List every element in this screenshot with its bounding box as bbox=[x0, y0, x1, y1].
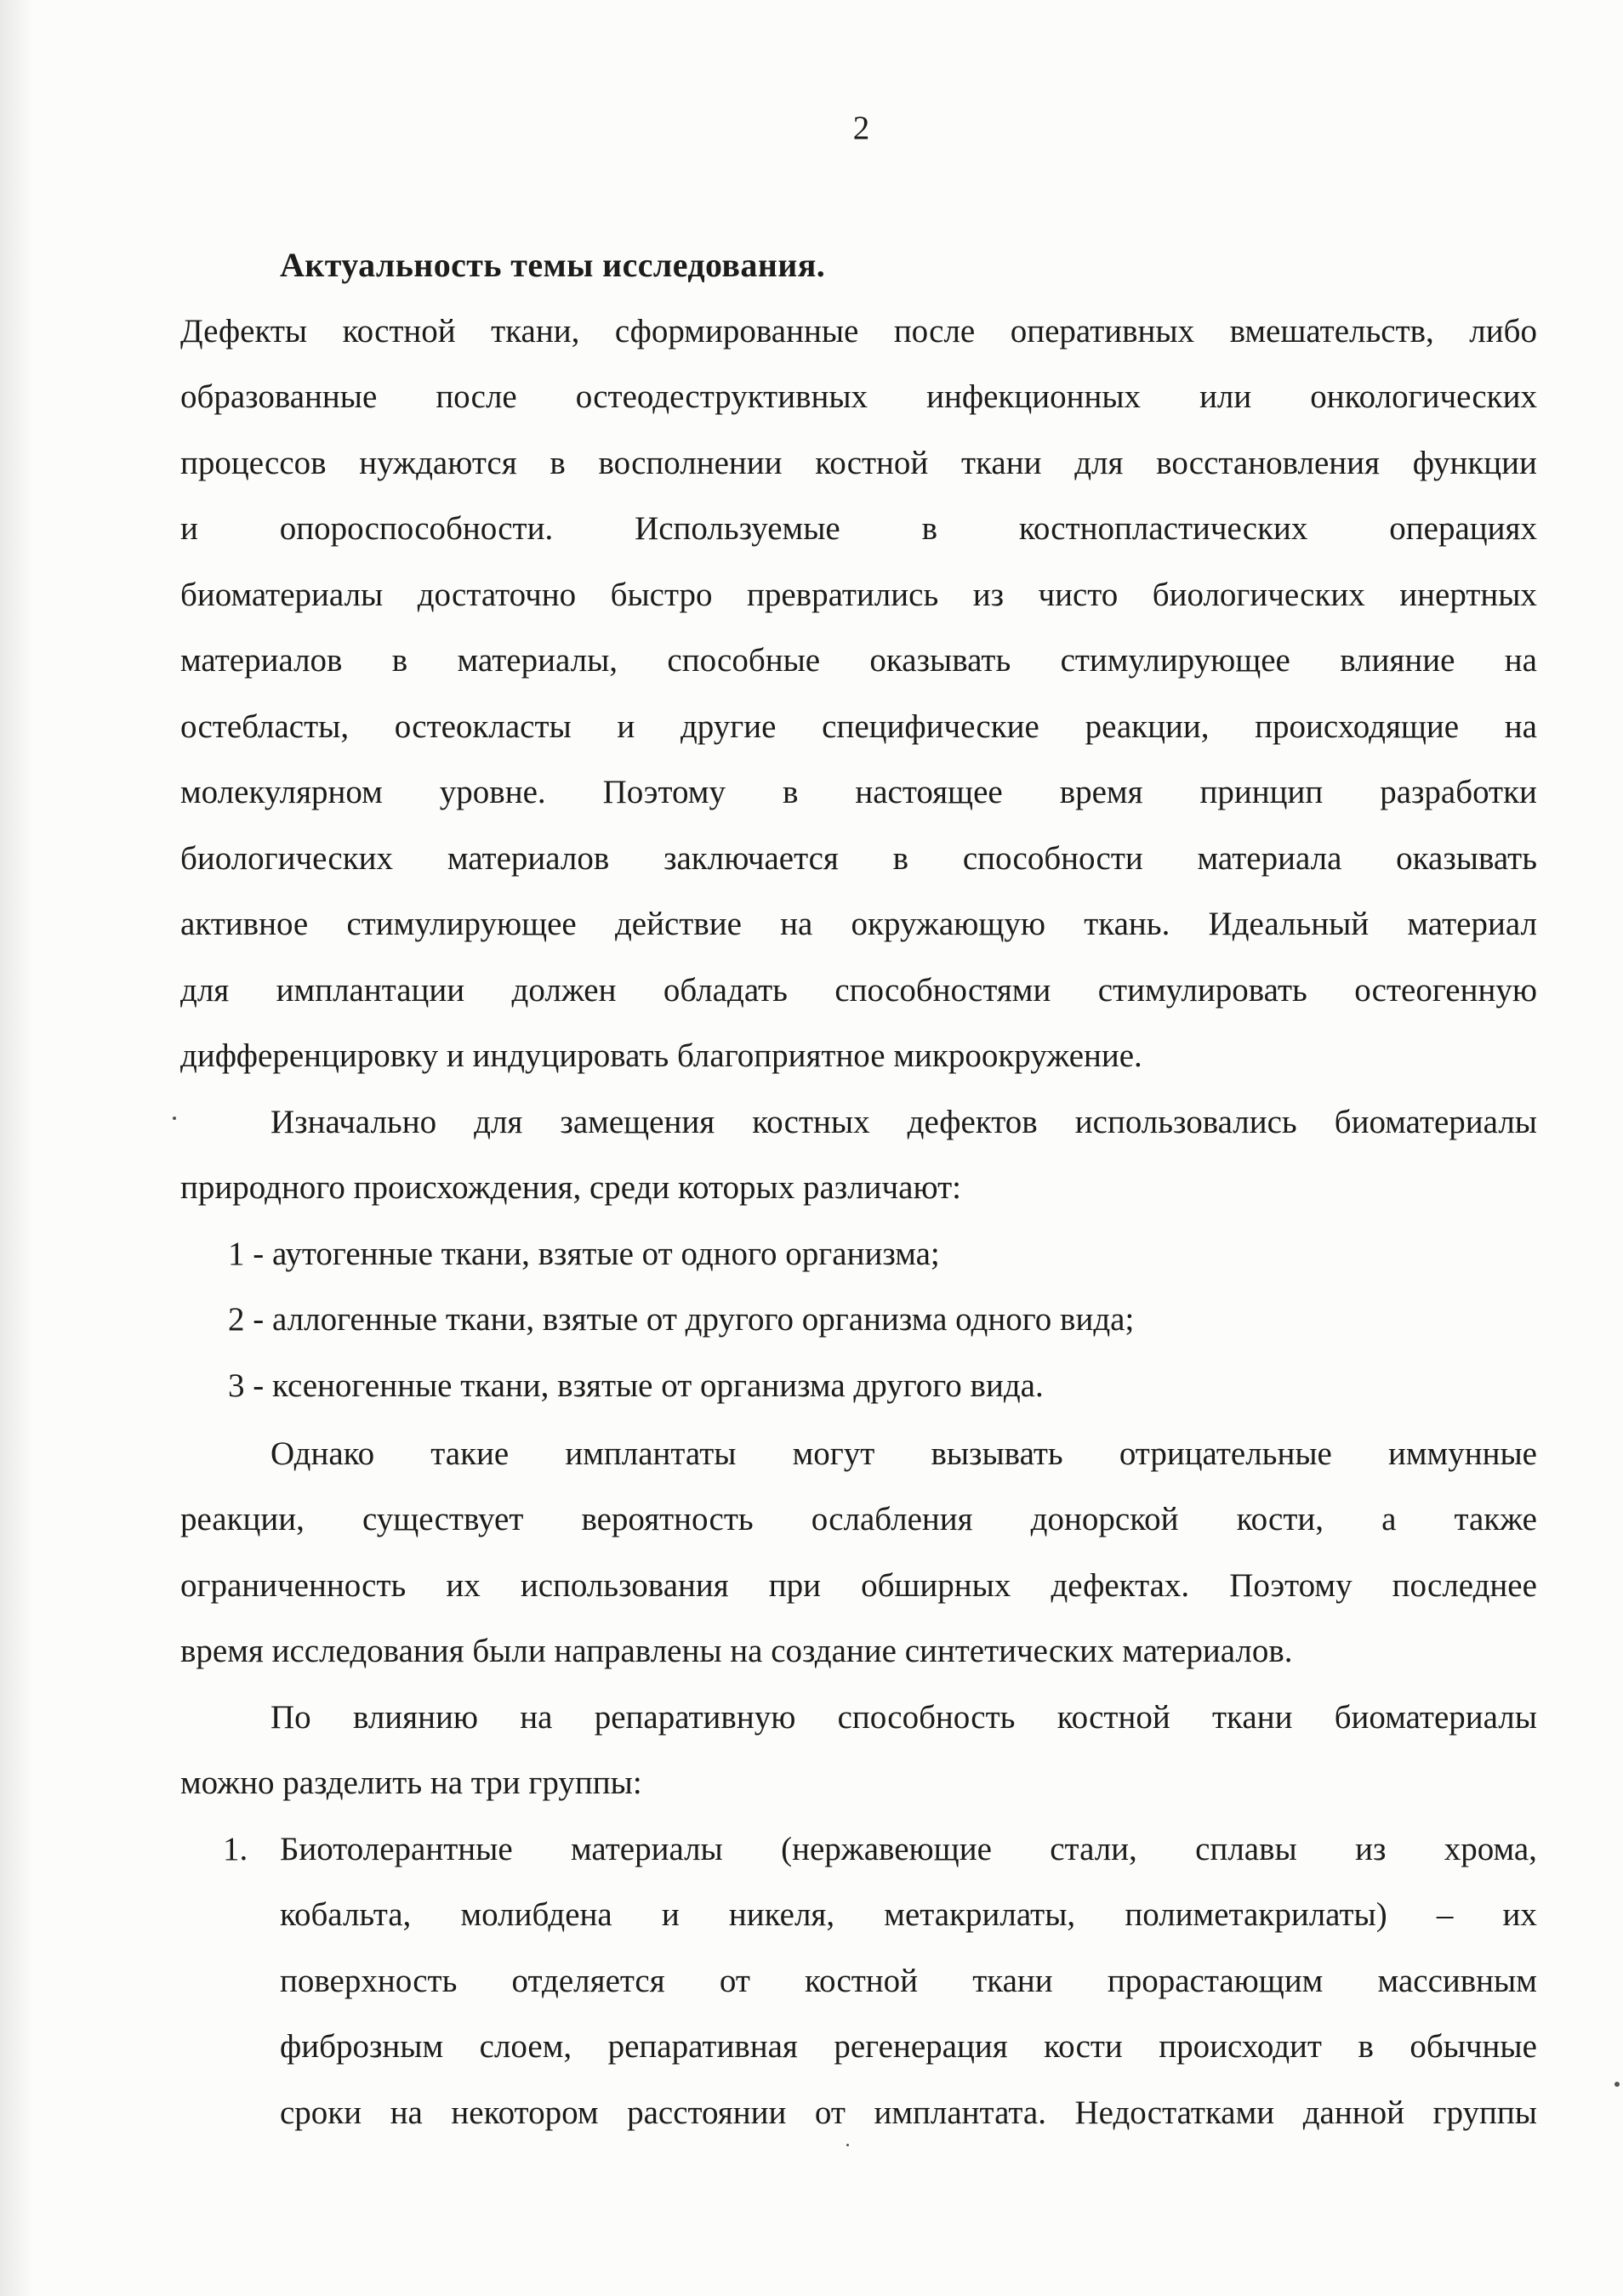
word: сплавы bbox=[1195, 1831, 1297, 1867]
text-line bbox=[180, 772, 1537, 813]
word: для bbox=[474, 1104, 523, 1140]
word: донорской bbox=[1030, 1501, 1179, 1537]
scan-speck bbox=[1614, 2082, 1620, 2087]
word: после bbox=[893, 313, 976, 350]
word: реакции, bbox=[180, 1501, 305, 1537]
word: окружающую bbox=[851, 906, 1045, 942]
word: в bbox=[1358, 2028, 1374, 2065]
word: превратились bbox=[746, 577, 939, 613]
text-line: можно разделить на три группы: bbox=[180, 1765, 642, 1801]
word: происходящие bbox=[1255, 708, 1460, 745]
text-line bbox=[180, 640, 1537, 681]
word: также bbox=[1454, 1501, 1537, 1537]
word: обладать bbox=[663, 972, 788, 1009]
word: операциях bbox=[1389, 510, 1537, 547]
word: достаточно bbox=[417, 577, 577, 613]
word: костной bbox=[342, 313, 456, 350]
text-line bbox=[280, 1895, 1537, 1935]
word: заключается bbox=[663, 840, 839, 877]
word: материалы bbox=[571, 1831, 723, 1867]
word: функции bbox=[1412, 445, 1537, 481]
word: и bbox=[617, 708, 635, 745]
word: Биотолерантные bbox=[280, 1831, 513, 1867]
word: в bbox=[391, 642, 408, 679]
word: остебласты, bbox=[180, 708, 350, 745]
word: ткани bbox=[1212, 1699, 1293, 1736]
text-line bbox=[180, 443, 1537, 484]
word: специфические bbox=[822, 708, 1039, 745]
word: вероятность bbox=[581, 1501, 754, 1537]
word: на bbox=[1504, 642, 1537, 679]
word: влиянию bbox=[352, 1699, 478, 1736]
text-line bbox=[270, 1697, 1537, 1738]
word: от bbox=[719, 1963, 750, 1999]
word: фиброзным bbox=[280, 2028, 444, 2065]
word: могут bbox=[792, 1435, 875, 1472]
word: метакрилаты, bbox=[884, 1896, 1076, 1933]
word: стимулирующее bbox=[1060, 642, 1290, 679]
word: имплантата. bbox=[874, 2094, 1046, 2131]
word: или bbox=[1199, 378, 1252, 415]
word: остеодеструктивных bbox=[575, 378, 868, 415]
word: имплантации bbox=[276, 972, 465, 1009]
list-number: 1. bbox=[223, 1831, 248, 1867]
word: костной bbox=[815, 445, 929, 481]
word: инертных bbox=[1399, 577, 1537, 613]
word: Однако bbox=[270, 1435, 375, 1472]
word: их bbox=[1502, 1896, 1537, 1933]
word: биоматериалы bbox=[1334, 1104, 1537, 1140]
word: оказывать bbox=[869, 642, 1011, 679]
word: способные bbox=[667, 642, 821, 679]
word: обширных bbox=[861, 1567, 1011, 1604]
text-line bbox=[180, 970, 1537, 1011]
text-line: дифференцировку и индуцировать благоприятное микроокружение. bbox=[180, 1037, 1142, 1074]
word: полиметакрилаты) bbox=[1125, 1896, 1387, 1933]
word: слоем, bbox=[479, 2028, 572, 2065]
word: вызывать bbox=[931, 1435, 1063, 1472]
text-line bbox=[180, 509, 1537, 549]
word: отделяется bbox=[511, 1963, 665, 1999]
word: существует bbox=[362, 1501, 524, 1537]
word: действие bbox=[614, 906, 742, 942]
word: хрома, bbox=[1444, 1831, 1537, 1867]
scan-edge-shadow bbox=[0, 0, 34, 2296]
word: способностями bbox=[834, 972, 1051, 1009]
word: костных bbox=[752, 1104, 870, 1140]
word: реакции, bbox=[1085, 708, 1210, 745]
word: происходит bbox=[1159, 2028, 1322, 2065]
word: их bbox=[446, 1567, 481, 1604]
word: сроки bbox=[280, 2094, 362, 2131]
word: Дефекты bbox=[180, 313, 308, 350]
word: должен bbox=[511, 972, 617, 1009]
word: быстро bbox=[610, 577, 713, 613]
word: уровне. bbox=[439, 774, 546, 810]
word: и bbox=[661, 1896, 680, 1933]
text-line bbox=[180, 904, 1537, 945]
word: стимулирующее bbox=[346, 906, 577, 942]
word: ткани, bbox=[491, 313, 580, 350]
word: материалов bbox=[447, 840, 610, 877]
word: группы bbox=[1432, 2094, 1537, 2131]
word: инфекционных bbox=[926, 378, 1142, 415]
list-item: 3 - ксеногенные ткани, взятые от организма другого вида. bbox=[228, 1367, 1044, 1404]
word: ткани bbox=[961, 445, 1042, 481]
word: репаративная bbox=[607, 2028, 798, 2065]
word: активное bbox=[180, 906, 309, 942]
word: образованные bbox=[180, 378, 378, 415]
word: Изначально bbox=[270, 1104, 437, 1140]
word: ослабления bbox=[811, 1501, 973, 1537]
word: другие bbox=[680, 708, 777, 745]
word: в bbox=[892, 840, 909, 877]
word: либо bbox=[1469, 313, 1537, 350]
text-line: природного происхождения, среди которых различают: bbox=[180, 1169, 961, 1206]
word: в bbox=[782, 774, 799, 810]
word: Поэтому bbox=[602, 774, 726, 810]
word: в bbox=[550, 445, 566, 481]
word: поверхность bbox=[280, 1963, 458, 1999]
word: использования bbox=[520, 1567, 729, 1604]
word: при bbox=[768, 1567, 821, 1604]
word: способности bbox=[962, 840, 1143, 877]
word: По bbox=[270, 1699, 311, 1736]
text-line bbox=[180, 311, 1537, 352]
word: материала bbox=[1197, 840, 1342, 877]
word: а bbox=[1381, 1501, 1397, 1537]
text-line bbox=[180, 1566, 1537, 1606]
word: восполнении bbox=[598, 445, 783, 481]
word: репаративную bbox=[594, 1699, 796, 1736]
word: – bbox=[1436, 1896, 1454, 1933]
text-line bbox=[280, 2093, 1537, 2134]
word: костной bbox=[1056, 1699, 1170, 1736]
word: отрицательные bbox=[1119, 1435, 1332, 1472]
word: имплантаты bbox=[565, 1435, 737, 1472]
text-line bbox=[180, 707, 1537, 747]
word: настоящее bbox=[855, 774, 1003, 810]
word: кобальта, bbox=[280, 1896, 412, 1933]
word: время bbox=[1059, 774, 1143, 810]
word: Недостатками bbox=[1074, 2094, 1275, 2131]
word: принцип bbox=[1199, 774, 1324, 810]
word: чисто bbox=[1038, 577, 1119, 613]
word: ограниченность bbox=[180, 1567, 407, 1604]
text-line bbox=[270, 1434, 1537, 1475]
word: остеокласты bbox=[394, 708, 572, 745]
word: некотором bbox=[451, 2094, 599, 2131]
word: разработки bbox=[1380, 774, 1537, 810]
text-line bbox=[280, 1961, 1537, 2002]
word: дефектов bbox=[907, 1104, 1038, 1140]
word: молекулярном bbox=[180, 774, 383, 810]
word: последнее bbox=[1392, 1567, 1537, 1604]
word: прорастающим bbox=[1107, 1963, 1324, 1999]
list-item: 2 - аллогенные ткани, взятые от другого организма одного вида; bbox=[228, 1301, 1135, 1338]
word: костной bbox=[805, 1963, 919, 1999]
word: биоматериалы bbox=[1334, 1699, 1537, 1736]
list-item: 1 - аутогенные ткани, взятые от одного организма; bbox=[228, 1236, 940, 1272]
word: массивным bbox=[1377, 1963, 1537, 1999]
word: от bbox=[814, 2094, 846, 2131]
text-line bbox=[180, 1499, 1537, 1540]
word: для bbox=[1074, 445, 1124, 481]
word: для bbox=[180, 972, 230, 1009]
word: и bbox=[180, 510, 198, 547]
word: из bbox=[1355, 1831, 1387, 1867]
word: ткани bbox=[972, 1963, 1053, 1999]
word: остеогенную bbox=[1354, 972, 1537, 1009]
word: в bbox=[921, 510, 937, 547]
word: использовались bbox=[1074, 1104, 1297, 1140]
word: материалов bbox=[180, 642, 343, 679]
word: никеля, bbox=[728, 1896, 835, 1933]
word: Используемые bbox=[635, 510, 840, 547]
section-title: Актуальность темы исследования. bbox=[280, 246, 826, 284]
word: Поэтому bbox=[1229, 1567, 1352, 1604]
word: костнопластических bbox=[1018, 510, 1308, 547]
word: на bbox=[780, 906, 813, 942]
word: онкологических bbox=[1310, 378, 1537, 415]
text-line bbox=[270, 1102, 1537, 1143]
word: дефектах. bbox=[1051, 1567, 1190, 1604]
word: иммунные bbox=[1387, 1435, 1537, 1472]
text-line bbox=[180, 838, 1537, 879]
word: биоматериалы bbox=[180, 577, 384, 613]
word: оказывать bbox=[1396, 840, 1537, 877]
word: опороспособности. bbox=[279, 510, 554, 547]
word: расстоянии bbox=[627, 2094, 787, 2131]
word: (нержавеющие bbox=[781, 1831, 992, 1867]
word: оперативных bbox=[1010, 313, 1195, 350]
scan-speck bbox=[846, 2144, 849, 2146]
word: из bbox=[972, 577, 1004, 613]
word: такие bbox=[430, 1435, 510, 1472]
text-line bbox=[180, 575, 1537, 616]
word: данной bbox=[1302, 2094, 1404, 2131]
text-line: время исследования были направлены на создание синтетических материалов. bbox=[180, 1633, 1293, 1669]
word: сформированные bbox=[614, 313, 859, 350]
word: способность bbox=[837, 1699, 1016, 1736]
word: молибдена bbox=[460, 1896, 612, 1933]
word: на bbox=[390, 2094, 423, 2131]
word: восстановления bbox=[1156, 445, 1380, 481]
word: процессов bbox=[180, 445, 327, 481]
word: влияние bbox=[1340, 642, 1455, 679]
word: ткань. bbox=[1084, 906, 1170, 942]
word: нуждаются bbox=[359, 445, 517, 481]
word: кости bbox=[1044, 2028, 1123, 2065]
text-line bbox=[280, 2026, 1537, 2067]
word: обычные bbox=[1409, 2028, 1537, 2065]
word: материал bbox=[1407, 906, 1537, 942]
page-number: 2 bbox=[852, 110, 870, 146]
word: кости, bbox=[1236, 1501, 1324, 1537]
word: биологических bbox=[1152, 577, 1365, 613]
word: замещения bbox=[560, 1104, 715, 1140]
word: стали, bbox=[1050, 1831, 1137, 1867]
scan-speck bbox=[173, 1117, 176, 1120]
word: вмешательств, bbox=[1229, 313, 1434, 350]
word: биологических bbox=[180, 840, 394, 877]
word: на bbox=[520, 1699, 553, 1736]
word: регенерация bbox=[834, 2028, 1008, 2065]
word: материалы, bbox=[457, 642, 618, 679]
text-line bbox=[280, 1829, 1537, 1870]
word: на bbox=[1504, 708, 1537, 745]
word: после bbox=[436, 378, 517, 415]
word: стимулировать bbox=[1097, 972, 1307, 1009]
text-line bbox=[180, 377, 1537, 418]
word: Идеальный bbox=[1208, 906, 1370, 942]
